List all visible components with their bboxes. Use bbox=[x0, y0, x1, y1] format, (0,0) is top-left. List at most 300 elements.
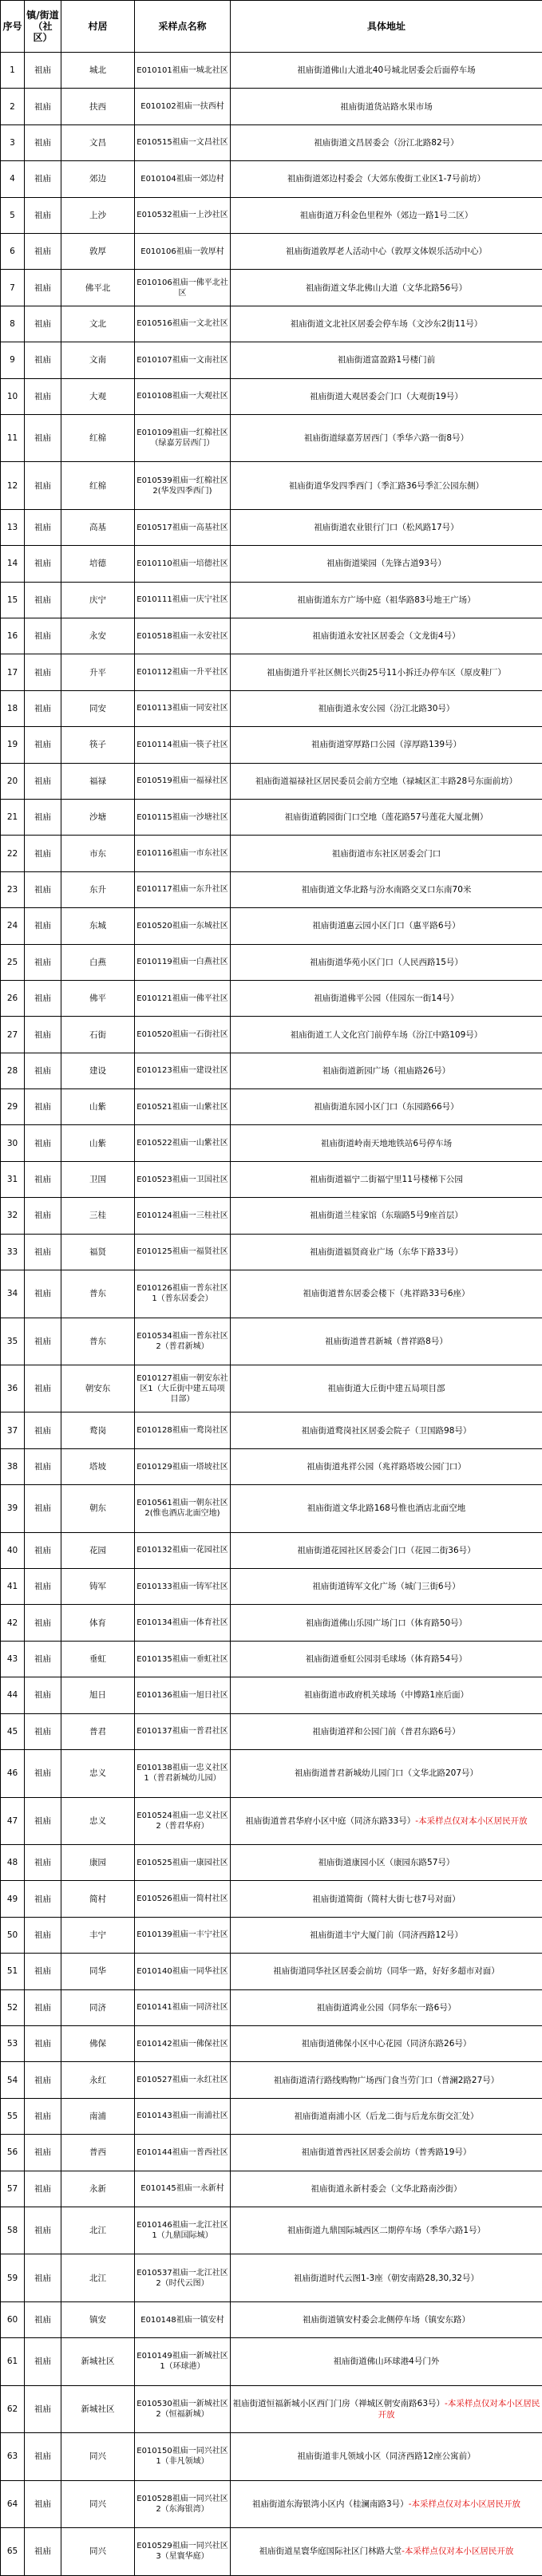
cell-town bbox=[25, 582, 61, 618]
cell-point-text: E010104祖庙一郊边村 bbox=[140, 175, 224, 184]
table-row bbox=[1, 2135, 542, 2171]
address-note: -本采样点仅对本小区居民开放 bbox=[415, 1816, 527, 1826]
cell-no-text: 22 bbox=[7, 849, 18, 859]
cell-point bbox=[135, 1569, 231, 1605]
cell-town bbox=[25, 618, 61, 654]
table-row bbox=[1, 2025, 542, 2061]
cell-town bbox=[25, 89, 61, 124]
cell-community bbox=[61, 306, 135, 342]
cell-community bbox=[61, 1844, 135, 1880]
cell-point bbox=[135, 1954, 231, 1989]
cell-address-text: 祖庙街道鹤园街门口空地（莲花路57号莲花大厦北侧） bbox=[285, 812, 489, 822]
cell-no-text: 5 bbox=[10, 211, 15, 220]
cell-town-text: 祖庙 bbox=[34, 2546, 51, 2556]
table-row bbox=[1, 582, 542, 618]
cell-community-text: 忠义 bbox=[89, 1816, 106, 1826]
cell-no-text: 11 bbox=[7, 433, 18, 443]
cell-address bbox=[231, 1365, 542, 1412]
cell-community bbox=[61, 727, 135, 763]
cell-no-text: 46 bbox=[7, 1768, 18, 1778]
cell-no-text: 1 bbox=[10, 65, 15, 75]
cell-no-text: 7 bbox=[10, 283, 15, 293]
cell-point-text: E010517祖庙一高基社区 bbox=[136, 523, 228, 532]
cell-no bbox=[1, 2338, 25, 2385]
cell-community bbox=[61, 2433, 135, 2480]
cell-no bbox=[1, 2433, 25, 2480]
cell-address bbox=[231, 2171, 542, 2207]
cell-town-text: 祖庙 bbox=[34, 433, 51, 443]
cell-point-text: E010519祖庙一福禄社区 bbox=[136, 776, 228, 785]
table-row bbox=[1, 2062, 542, 2098]
cell-community-text: 沙塘 bbox=[89, 812, 106, 822]
cell-town bbox=[25, 546, 61, 582]
cell-town bbox=[25, 2385, 61, 2432]
cell-no-text: 13 bbox=[7, 523, 18, 532]
cell-address-text: 祖庙街道穿厚路口公园（淳厚路139号） bbox=[311, 740, 461, 749]
address-note: -本采样点仅对本小区居民开放 bbox=[409, 2499, 520, 2509]
table-header-row bbox=[1, 1, 542, 53]
table-row bbox=[1, 2254, 542, 2301]
cell-community-text: 花园 bbox=[89, 1546, 106, 1555]
cell-point bbox=[135, 2433, 231, 2480]
cell-point-text: E010527祖庙一永红社区 bbox=[136, 2076, 228, 2084]
cell-town-text: 祖庙 bbox=[34, 994, 51, 1003]
cell-town-text: 祖庙 bbox=[34, 2452, 51, 2461]
cell-community-text: 垂虹 bbox=[89, 1654, 106, 1664]
cell-address-text: 祖庙街道新园广场（祖庙路26号） bbox=[322, 1066, 450, 1076]
cell-community-text: 普君 bbox=[89, 1727, 106, 1736]
cell-town bbox=[25, 2025, 61, 2061]
cell-no-text: 6 bbox=[10, 247, 15, 256]
cell-point-text: E010146祖庙一北江社区1（九鼎国际城） bbox=[136, 2221, 228, 2240]
cell-community bbox=[61, 2062, 135, 2098]
cell-town bbox=[25, 124, 61, 160]
cell-community-text: 同兴 bbox=[89, 2452, 106, 2461]
cell-community bbox=[61, 1532, 135, 1568]
cell-no bbox=[1, 414, 25, 461]
cell-address bbox=[231, 908, 542, 944]
cell-address bbox=[231, 89, 542, 124]
cell-no-text: 60 bbox=[7, 2315, 18, 2325]
cell-point bbox=[135, 1365, 231, 1412]
cell-address-text: 祖庙街道大丘街中建五局项目部 bbox=[328, 1384, 445, 1393]
cell-no-text: 49 bbox=[7, 1894, 18, 1904]
table-row bbox=[1, 509, 542, 545]
cell-community-text: 朝安东 bbox=[85, 1384, 111, 1393]
cell-address bbox=[231, 799, 542, 835]
cell-point-text: E010141祖庙一同济社区 bbox=[136, 2003, 228, 2012]
cell-address bbox=[231, 836, 542, 871]
cell-point-text: E010140祖庙一同华社区 bbox=[136, 1967, 228, 1976]
table-row bbox=[1, 1053, 542, 1088]
cell-point bbox=[135, 1532, 231, 1568]
cell-point-text: E010116祖庙一市东社区 bbox=[136, 849, 228, 858]
cell-community bbox=[61, 1881, 135, 1917]
table-row bbox=[1, 1569, 542, 1605]
table-row bbox=[1, 1917, 542, 1953]
cell-community-text: 镇安 bbox=[89, 2315, 106, 2325]
cell-community-text: 筷子 bbox=[89, 740, 106, 749]
cell-community bbox=[61, 197, 135, 233]
table-row bbox=[1, 1797, 542, 1844]
cell-point bbox=[135, 509, 231, 545]
cell-town-text: 祖庙 bbox=[34, 1030, 51, 1040]
cell-community bbox=[61, 1605, 135, 1641]
cell-address bbox=[231, 233, 542, 269]
cell-no-text: 59 bbox=[7, 2274, 18, 2283]
cell-community bbox=[61, 509, 135, 545]
cell-no-text: 19 bbox=[7, 740, 18, 749]
cell-point-text: E010111祖庙一庆宁社区 bbox=[136, 595, 228, 604]
cell-address bbox=[231, 1917, 542, 1953]
cell-no bbox=[1, 1161, 25, 1197]
table-row bbox=[1, 1017, 542, 1053]
table-row bbox=[1, 1448, 542, 1484]
cell-town bbox=[25, 836, 61, 871]
cell-no bbox=[1, 1797, 25, 1844]
cell-no bbox=[1, 1198, 25, 1234]
cell-point bbox=[135, 690, 231, 726]
cell-town bbox=[25, 1677, 61, 1713]
cell-no-text: 28 bbox=[7, 1066, 18, 1076]
cell-town-text: 祖庙 bbox=[34, 668, 51, 678]
cell-address bbox=[231, 378, 542, 414]
cell-no bbox=[1, 654, 25, 690]
cell-town-text: 祖庙 bbox=[34, 1289, 51, 1298]
cell-point-text: E010142祖庙一佛保社区 bbox=[136, 2040, 228, 2049]
cell-point-text: E010148祖庙一镇安村 bbox=[140, 2316, 224, 2325]
table-row bbox=[1, 727, 542, 763]
cell-point-text: E010516祖庙一文北社区 bbox=[136, 319, 228, 328]
cell-town-text: 祖庙 bbox=[34, 1175, 51, 1184]
table-row bbox=[1, 270, 542, 306]
cell-town bbox=[25, 690, 61, 726]
cell-town bbox=[25, 233, 61, 269]
cell-town bbox=[25, 1485, 61, 1532]
cell-town bbox=[25, 270, 61, 306]
cell-community bbox=[61, 1989, 135, 2025]
cell-town bbox=[25, 1954, 61, 1989]
cell-no bbox=[1, 1569, 25, 1605]
cell-point bbox=[135, 2062, 231, 2098]
cell-address-text: 祖庙街道郊边村委会（大郊东俊街工业区1-7号前坊） bbox=[287, 174, 485, 184]
cell-point bbox=[135, 654, 231, 690]
table-row bbox=[1, 1989, 542, 2025]
cell-address bbox=[231, 462, 542, 509]
cell-no bbox=[1, 1318, 25, 1365]
cell-community-text: 城北 bbox=[89, 65, 106, 75]
cell-address-text: 祖庙街道大观居委会门口（大观街19号） bbox=[310, 392, 463, 401]
cell-point bbox=[135, 1989, 231, 2025]
cell-address bbox=[231, 124, 542, 160]
cell-address bbox=[231, 690, 542, 726]
cell-town-text: 祖庙 bbox=[34, 1211, 51, 1220]
table-row bbox=[1, 2338, 542, 2385]
table-row bbox=[1, 2301, 542, 2337]
table-row bbox=[1, 690, 542, 726]
cell-community bbox=[61, 944, 135, 980]
cell-point bbox=[135, 1448, 231, 1484]
cell-community-text: 建设 bbox=[89, 1066, 106, 1076]
cell-community-text: 旭日 bbox=[89, 1690, 106, 1700]
cell-town-text: 祖庙 bbox=[34, 1247, 51, 1257]
cell-address bbox=[231, 871, 542, 907]
cell-point-text: E010128祖庙一鹜岗社区 bbox=[136, 1426, 228, 1435]
cell-point-text: E010529祖庙一同兴社区3（星寰华庭） bbox=[136, 2542, 228, 2561]
cell-town bbox=[25, 509, 61, 545]
cell-community-text: 普东 bbox=[89, 1289, 106, 1298]
cell-no-text: 24 bbox=[7, 921, 18, 930]
cell-town bbox=[25, 1161, 61, 1197]
cell-point bbox=[135, 306, 231, 342]
cell-no bbox=[1, 799, 25, 835]
cell-community bbox=[61, 2098, 135, 2134]
cell-no bbox=[1, 944, 25, 980]
cell-community bbox=[61, 1017, 135, 1053]
table-row bbox=[1, 124, 542, 160]
cell-point-text: E010135祖庙一垂虹社区 bbox=[136, 1655, 228, 1664]
table-row bbox=[1, 1365, 542, 1412]
cell-town-text: 祖庙 bbox=[34, 885, 51, 895]
cell-town bbox=[25, 654, 61, 690]
cell-address-text: 祖庙街道铸军文化广场（城门三街6号） bbox=[312, 1582, 460, 1591]
cell-no-text: 61 bbox=[7, 2357, 18, 2366]
cell-address bbox=[231, 2207, 542, 2254]
cell-point-text: E010150祖庙一同兴社区1（非凡领域） bbox=[136, 2447, 228, 2466]
cell-address-text: 祖庙街道福禄社区居民委员会前方空地（禄城区汇丰路28号东面前坊） bbox=[255, 776, 517, 786]
cell-town bbox=[25, 1797, 61, 1844]
table-row bbox=[1, 342, 542, 378]
cell-address-text: 祖庙街道丰宁大厦门前（同济西路12号） bbox=[310, 1930, 463, 1940]
table-row bbox=[1, 1412, 542, 1448]
cell-town bbox=[25, 1844, 61, 1880]
cell-town bbox=[25, 1881, 61, 1917]
cell-address bbox=[231, 1485, 542, 1532]
cell-address bbox=[231, 1412, 542, 1448]
cell-address-text: 祖庙街道东园小区门口（东园路66号） bbox=[314, 1102, 458, 1112]
cell-point-text: E010520祖庙一东城社区 bbox=[136, 922, 228, 930]
cell-point bbox=[135, 1198, 231, 1234]
cell-point-text: E010561祖庙一朝东社区2(惟也酒店北面空地) bbox=[136, 1499, 228, 1518]
cell-point-text: E010136祖庙一旭日社区 bbox=[136, 1691, 228, 1700]
cell-town-text: 祖庙 bbox=[34, 812, 51, 822]
table-row bbox=[1, 1605, 542, 1641]
cell-address bbox=[231, 1448, 542, 1484]
cell-point bbox=[135, 546, 231, 582]
cell-community-text: 体育 bbox=[89, 1618, 106, 1628]
cell-address-text: 祖庙街道时代云图1-3座（朝安南路28,30,32号） bbox=[294, 2274, 479, 2283]
cell-address bbox=[231, 1605, 542, 1641]
cell-town-text: 祖庙 bbox=[34, 481, 51, 491]
cell-point bbox=[135, 378, 231, 414]
cell-community-text: 普东 bbox=[89, 1337, 106, 1346]
cell-point bbox=[135, 270, 231, 306]
cell-no-text: 58 bbox=[7, 2226, 18, 2235]
table-row bbox=[1, 1485, 542, 1532]
cell-address bbox=[231, 1318, 542, 1365]
cell-address-text: 祖庙街道东海银湾小区内（桂澜南路3号） bbox=[252, 2499, 409, 2509]
header-town: 镇/街道（社区） bbox=[25, 1, 61, 53]
cell-town-text: 祖庙 bbox=[34, 1654, 51, 1664]
cell-address-text: 祖庙街道永安社区居委会（文龙街4号） bbox=[312, 631, 460, 641]
cell-point-text: E010139祖庙一丰宁社区 bbox=[136, 1930, 228, 1939]
cell-community-text: 永红 bbox=[89, 2076, 106, 2085]
cell-town-text: 祖庙 bbox=[34, 1858, 51, 1867]
cell-community-text: 文昌 bbox=[89, 138, 106, 148]
cell-community-text: 三桂 bbox=[89, 1211, 106, 1220]
cell-point bbox=[135, 2528, 231, 2575]
cell-community-text: 红棉 bbox=[89, 481, 106, 491]
cell-address-text: 祖庙街道东方广场中庭（祖华路83号地王广场） bbox=[297, 595, 475, 605]
cell-community bbox=[61, 799, 135, 835]
table-row bbox=[1, 1198, 542, 1234]
table-row bbox=[1, 1125, 542, 1161]
table-row bbox=[1, 1844, 542, 1880]
cell-town-text: 祖庙 bbox=[34, 1768, 51, 1778]
cell-community-text: 丰宁 bbox=[89, 1930, 106, 1940]
cell-town-text: 祖庙 bbox=[34, 2499, 51, 2509]
cell-no bbox=[1, 1365, 25, 1412]
cell-no bbox=[1, 2171, 25, 2207]
cell-address-text: 祖庙街道万科金色里程外（郊边一路1号二区） bbox=[300, 211, 473, 220]
cell-address bbox=[231, 1844, 542, 1880]
cell-town-text: 祖庙 bbox=[34, 2003, 51, 2013]
cell-address-text: 祖庙街道岭南天地地铁站6号停车场 bbox=[321, 1139, 452, 1148]
cell-community-text: 佛平 bbox=[89, 994, 106, 1003]
cell-no-text: 2 bbox=[10, 102, 15, 112]
cell-town-text: 祖庙 bbox=[34, 1894, 51, 1904]
cell-community-text: 扶西 bbox=[89, 102, 106, 112]
cell-address-text: 祖庙街道普君新城幼儿园门口（文华北路207号） bbox=[295, 1768, 478, 1778]
table-row bbox=[1, 1677, 542, 1713]
cell-community-text: 北江 bbox=[89, 2226, 106, 2235]
cell-point bbox=[135, 2098, 231, 2134]
cell-community bbox=[61, 618, 135, 654]
cell-address bbox=[231, 2433, 542, 2480]
cell-point bbox=[135, 342, 231, 378]
cell-no bbox=[1, 124, 25, 160]
cell-address bbox=[231, 1161, 542, 1197]
cell-community-text: 北江 bbox=[89, 2274, 106, 2283]
cell-town bbox=[25, 2062, 61, 2098]
cell-point bbox=[135, 618, 231, 654]
cell-town bbox=[25, 161, 61, 197]
cell-no-text: 37 bbox=[7, 1426, 18, 1436]
cell-address bbox=[231, 414, 542, 461]
cell-no bbox=[1, 1234, 25, 1270]
cell-point bbox=[135, 2385, 231, 2432]
header-address: 具体地址 bbox=[231, 1, 542, 53]
cell-community-text: 郊边 bbox=[89, 174, 106, 184]
cell-no bbox=[1, 618, 25, 654]
cell-address bbox=[231, 1797, 542, 1844]
cell-town-text: 祖庙 bbox=[34, 102, 51, 112]
table-row bbox=[1, 2385, 542, 2432]
cell-no bbox=[1, 2385, 25, 2432]
cell-point bbox=[135, 161, 231, 197]
cell-community bbox=[61, 690, 135, 726]
cell-address bbox=[231, 270, 542, 306]
cell-community-text: 佛保 bbox=[89, 2039, 106, 2049]
cell-town-text: 祖庙 bbox=[34, 355, 51, 365]
cell-community bbox=[61, 270, 135, 306]
cell-community-text: 塔坡 bbox=[89, 1462, 106, 1472]
cell-community-text: 培德 bbox=[89, 559, 106, 568]
cell-address-text: 祖庙街道梁园（先锋古道93号） bbox=[326, 559, 446, 568]
cell-address-text: 祖庙街道清行路线购物广场西门食当劳门口（普澜2路27号） bbox=[274, 2076, 500, 2085]
cell-address-text: 祖庙街道同华社区居委会前坊（同华一路，好好多超市对面） bbox=[273, 1966, 500, 1976]
cell-address-text: 祖庙街道农业银行门口（松风路17号） bbox=[314, 523, 458, 532]
cell-address-text: 祖庙街道文北社区居委会停车场（文沙东2街11号） bbox=[291, 319, 483, 329]
cell-no bbox=[1, 53, 25, 89]
cell-no-text: 52 bbox=[7, 2003, 18, 2013]
cell-no bbox=[1, 1532, 25, 1568]
cell-point bbox=[135, 1485, 231, 1532]
cell-town-text: 祖庙 bbox=[34, 849, 51, 859]
cell-no-text: 4 bbox=[10, 174, 15, 184]
cell-address-text: 祖庙街道文华北路与汾水南路交叉口东南70米 bbox=[302, 885, 472, 895]
cell-point-text: E010109祖庙一红棉社区（绿嘉芳居西门） bbox=[136, 429, 228, 448]
cell-no-text: 45 bbox=[7, 1727, 18, 1736]
cell-community-text: 永新 bbox=[89, 2184, 106, 2194]
cell-no-text: 50 bbox=[7, 1930, 18, 1940]
cell-point bbox=[135, 871, 231, 907]
cell-point bbox=[135, 1318, 231, 1365]
cell-address-text: 祖庙街道升平社区侧长兴街25号11小拆迁办停车区（原皮鞋厂） bbox=[267, 668, 506, 678]
cell-point-text: E010523祖庙一卫国社区 bbox=[136, 1175, 228, 1184]
cell-address bbox=[231, 1198, 542, 1234]
cell-town-text: 祖庙 bbox=[34, 247, 51, 256]
cell-point bbox=[135, 2207, 231, 2254]
cell-point-text: E010129祖庙一塔坡社区 bbox=[136, 1463, 228, 1472]
cell-no bbox=[1, 836, 25, 871]
cell-address bbox=[231, 2480, 542, 2527]
cell-address-text: 祖庙街道佛山大道北40号城北居委会后面停车场 bbox=[297, 65, 475, 75]
cell-community bbox=[61, 1053, 135, 1088]
cell-town-text: 祖庙 bbox=[34, 523, 51, 532]
cell-community-text: 鹜岗 bbox=[89, 1426, 106, 1436]
table-row bbox=[1, 908, 542, 944]
cell-town-text: 祖庙 bbox=[34, 740, 51, 749]
cell-no-text: 18 bbox=[7, 704, 18, 713]
cell-point bbox=[135, 1797, 231, 1844]
address-note: -本采样点仅对本小区居民开放 bbox=[378, 2399, 540, 2420]
cell-town bbox=[25, 2480, 61, 2527]
address-note: -本采样点仅对本小区居民开放 bbox=[402, 2546, 513, 2556]
cell-address-text: 祖庙街道垂虹公园羽毛球场（体育路54号） bbox=[306, 1654, 467, 1664]
cell-no bbox=[1, 1412, 25, 1448]
cell-no-text: 65 bbox=[7, 2546, 18, 2556]
cell-no bbox=[1, 2135, 25, 2171]
cell-no-text: 63 bbox=[7, 2452, 18, 2461]
cell-no-text: 57 bbox=[7, 2184, 18, 2194]
cell-point-text: E010101祖庙一城北社区 bbox=[136, 66, 228, 75]
cell-no bbox=[1, 509, 25, 545]
cell-no bbox=[1, 582, 25, 618]
cell-town bbox=[25, 944, 61, 980]
cell-point-text: E010515祖庙一文昌社区 bbox=[136, 138, 228, 147]
table-row bbox=[1, 1881, 542, 1917]
cell-community-text: 山紫 bbox=[89, 1102, 106, 1112]
cell-address bbox=[231, 2254, 542, 2301]
cell-no-text: 8 bbox=[10, 319, 15, 329]
cell-town bbox=[25, 2098, 61, 2134]
table-row bbox=[1, 2528, 542, 2575]
cell-no bbox=[1, 2207, 25, 2254]
cell-address bbox=[231, 509, 542, 545]
cell-town bbox=[25, 2135, 61, 2171]
cell-community-text: 文北 bbox=[89, 319, 106, 329]
